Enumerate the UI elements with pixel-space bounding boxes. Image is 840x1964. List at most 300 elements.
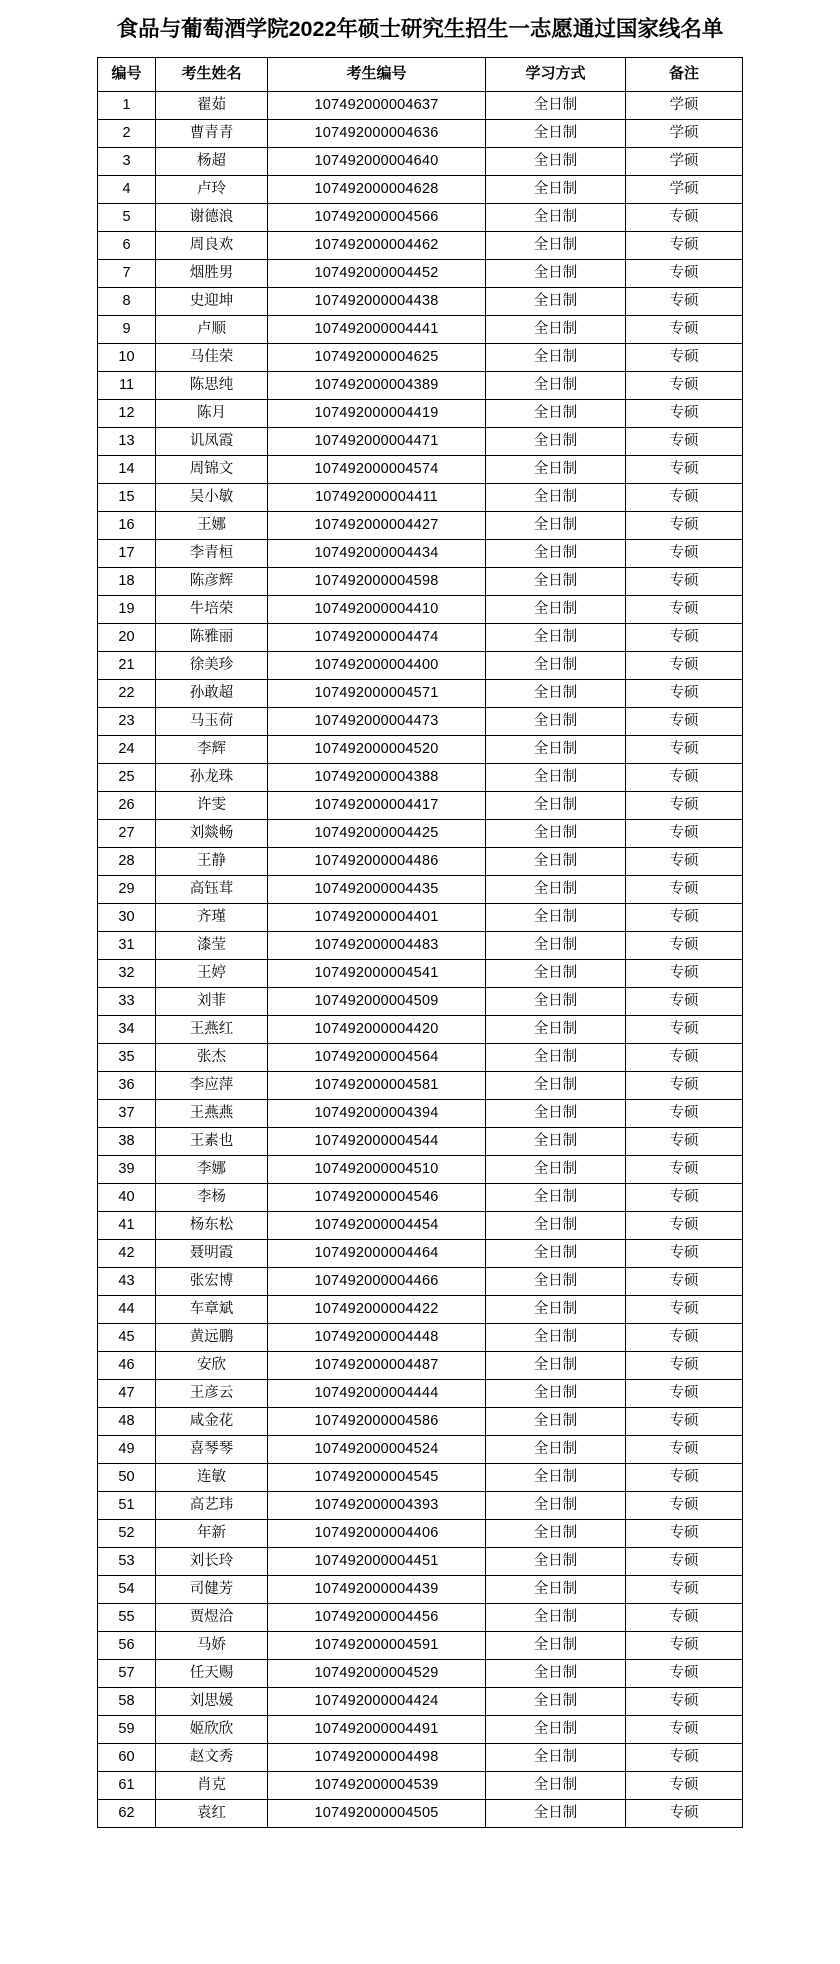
table-row bbox=[98, 987, 743, 1015]
table-row bbox=[98, 1183, 743, 1211]
table-row bbox=[98, 1659, 743, 1687]
table-row bbox=[98, 343, 743, 371]
cell-candidate-id: 107492000004456 bbox=[268, 1603, 486, 1631]
cell-index: 12 bbox=[98, 399, 156, 427]
column-header-name: 考生姓名 bbox=[156, 57, 268, 91]
cell-remark: 专硕 bbox=[626, 1183, 743, 1211]
table-body bbox=[98, 91, 743, 1827]
cell-candidate-id: 107492000004422 bbox=[268, 1295, 486, 1323]
table-row bbox=[98, 203, 743, 231]
cell-study-mode: 全日制 bbox=[486, 287, 626, 315]
admission-roster-table bbox=[97, 57, 743, 1828]
cell-index: 10 bbox=[98, 343, 156, 371]
cell-index: 62 bbox=[98, 1799, 156, 1827]
cell-index: 58 bbox=[98, 1687, 156, 1715]
table-row bbox=[98, 1211, 743, 1239]
cell-study-mode: 全日制 bbox=[486, 707, 626, 735]
cell-index: 54 bbox=[98, 1575, 156, 1603]
cell-study-mode: 全日制 bbox=[486, 931, 626, 959]
table-row bbox=[98, 231, 743, 259]
cell-index: 39 bbox=[98, 1155, 156, 1183]
cell-candidate-id: 107492000004510 bbox=[268, 1155, 486, 1183]
cell-name: 王素也 bbox=[156, 1127, 268, 1155]
cell-study-mode: 全日制 bbox=[486, 987, 626, 1015]
cell-remark: 专硕 bbox=[626, 1043, 743, 1071]
cell-index: 55 bbox=[98, 1603, 156, 1631]
table-row bbox=[98, 539, 743, 567]
cell-study-mode: 全日制 bbox=[486, 567, 626, 595]
cell-study-mode: 全日制 bbox=[486, 1799, 626, 1827]
cell-study-mode: 全日制 bbox=[486, 1463, 626, 1491]
cell-remark: 专硕 bbox=[626, 819, 743, 847]
cell-study-mode: 全日制 bbox=[486, 1491, 626, 1519]
cell-candidate-id: 107492000004471 bbox=[268, 427, 486, 455]
cell-name: 马佳荣 bbox=[156, 343, 268, 371]
cell-study-mode: 全日制 bbox=[486, 483, 626, 511]
table-row bbox=[98, 1099, 743, 1127]
cell-candidate-id: 107492000004628 bbox=[268, 175, 486, 203]
table-row bbox=[98, 903, 743, 931]
cell-study-mode: 全日制 bbox=[486, 1155, 626, 1183]
cell-candidate-id: 107492000004441 bbox=[268, 315, 486, 343]
cell-name: 喜琴琴 bbox=[156, 1435, 268, 1463]
table-header-row bbox=[98, 57, 743, 91]
cell-index: 48 bbox=[98, 1407, 156, 1435]
cell-remark: 专硕 bbox=[626, 903, 743, 931]
table-row bbox=[98, 959, 743, 987]
cell-candidate-id: 107492000004466 bbox=[268, 1267, 486, 1295]
cell-study-mode: 全日制 bbox=[486, 119, 626, 147]
cell-name: 年新 bbox=[156, 1519, 268, 1547]
cell-index: 47 bbox=[98, 1379, 156, 1407]
cell-study-mode: 全日制 bbox=[486, 959, 626, 987]
cell-index: 19 bbox=[98, 595, 156, 623]
cell-candidate-id: 107492000004544 bbox=[268, 1127, 486, 1155]
table-row bbox=[98, 1519, 743, 1547]
cell-candidate-id: 107492000004541 bbox=[268, 959, 486, 987]
cell-study-mode: 全日制 bbox=[486, 455, 626, 483]
cell-name: 孙龙珠 bbox=[156, 763, 268, 791]
cell-remark: 专硕 bbox=[626, 791, 743, 819]
cell-name: 王娜 bbox=[156, 511, 268, 539]
cell-candidate-id: 107492000004509 bbox=[268, 987, 486, 1015]
cell-index: 45 bbox=[98, 1323, 156, 1351]
table-row bbox=[98, 1715, 743, 1743]
cell-remark: 学硕 bbox=[626, 175, 743, 203]
cell-remark: 专硕 bbox=[626, 371, 743, 399]
cell-remark: 专硕 bbox=[626, 511, 743, 539]
cell-name: 李杨 bbox=[156, 1183, 268, 1211]
cell-candidate-id: 107492000004487 bbox=[268, 1351, 486, 1379]
cell-name: 齐瑾 bbox=[156, 903, 268, 931]
table-row bbox=[98, 259, 743, 287]
cell-study-mode: 全日制 bbox=[486, 343, 626, 371]
cell-remark: 专硕 bbox=[626, 707, 743, 735]
cell-study-mode: 全日制 bbox=[486, 259, 626, 287]
cell-remark: 专硕 bbox=[626, 987, 743, 1015]
cell-index: 53 bbox=[98, 1547, 156, 1575]
cell-name: 安欣 bbox=[156, 1351, 268, 1379]
table-row bbox=[98, 1743, 743, 1771]
cell-name: 讥凤霞 bbox=[156, 427, 268, 455]
cell-name: 漆莹 bbox=[156, 931, 268, 959]
cell-remark: 专硕 bbox=[626, 595, 743, 623]
table-row bbox=[98, 1267, 743, 1295]
cell-study-mode: 全日制 bbox=[486, 875, 626, 903]
cell-index: 38 bbox=[98, 1127, 156, 1155]
cell-study-mode: 全日制 bbox=[486, 399, 626, 427]
cell-study-mode: 全日制 bbox=[486, 175, 626, 203]
cell-study-mode: 全日制 bbox=[486, 1603, 626, 1631]
cell-remark: 专硕 bbox=[626, 1071, 743, 1099]
cell-remark: 专硕 bbox=[626, 1631, 743, 1659]
cell-name: 黄远鹏 bbox=[156, 1323, 268, 1351]
table-row bbox=[98, 651, 743, 679]
cell-remark: 专硕 bbox=[626, 399, 743, 427]
cell-remark: 专硕 bbox=[626, 735, 743, 763]
cell-remark: 专硕 bbox=[626, 539, 743, 567]
cell-remark: 专硕 bbox=[626, 959, 743, 987]
cell-candidate-id: 107492000004474 bbox=[268, 623, 486, 651]
cell-index: 9 bbox=[98, 315, 156, 343]
cell-study-mode: 全日制 bbox=[486, 1043, 626, 1071]
cell-candidate-id: 107492000004425 bbox=[268, 819, 486, 847]
cell-name: 张宏博 bbox=[156, 1267, 268, 1295]
cell-remark: 专硕 bbox=[626, 483, 743, 511]
cell-name: 王婷 bbox=[156, 959, 268, 987]
table-row bbox=[98, 1687, 743, 1715]
cell-index: 3 bbox=[98, 147, 156, 175]
cell-study-mode: 全日制 bbox=[486, 1239, 626, 1267]
cell-remark: 专硕 bbox=[626, 567, 743, 595]
cell-candidate-id: 107492000004419 bbox=[268, 399, 486, 427]
cell-study-mode: 全日制 bbox=[486, 511, 626, 539]
cell-remark: 专硕 bbox=[626, 1659, 743, 1687]
cell-remark: 专硕 bbox=[626, 847, 743, 875]
cell-candidate-id: 107492000004400 bbox=[268, 651, 486, 679]
cell-candidate-id: 107492000004401 bbox=[268, 903, 486, 931]
cell-remark: 专硕 bbox=[626, 287, 743, 315]
table-row bbox=[98, 147, 743, 175]
table-row bbox=[98, 791, 743, 819]
cell-candidate-id: 107492000004546 bbox=[268, 1183, 486, 1211]
cell-name: 司健芳 bbox=[156, 1575, 268, 1603]
cell-remark: 专硕 bbox=[626, 623, 743, 651]
cell-index: 43 bbox=[98, 1267, 156, 1295]
table-row bbox=[98, 315, 743, 343]
table-row bbox=[98, 1407, 743, 1435]
cell-study-mode: 全日制 bbox=[486, 651, 626, 679]
table-row bbox=[98, 819, 743, 847]
cell-name: 周锦文 bbox=[156, 455, 268, 483]
cell-name: 曹青青 bbox=[156, 119, 268, 147]
table-row bbox=[98, 1603, 743, 1631]
cell-name: 刘菲 bbox=[156, 987, 268, 1015]
cell-remark: 专硕 bbox=[626, 1267, 743, 1295]
cell-candidate-id: 107492000004393 bbox=[268, 1491, 486, 1519]
cell-remark: 专硕 bbox=[626, 1015, 743, 1043]
cell-index: 18 bbox=[98, 567, 156, 595]
table-row bbox=[98, 483, 743, 511]
cell-remark: 专硕 bbox=[626, 1771, 743, 1799]
cell-remark: 专硕 bbox=[626, 1323, 743, 1351]
table-row bbox=[98, 931, 743, 959]
cell-remark: 专硕 bbox=[626, 1127, 743, 1155]
cell-candidate-id: 107492000004545 bbox=[268, 1463, 486, 1491]
cell-remark: 专硕 bbox=[626, 1491, 743, 1519]
cell-index: 49 bbox=[98, 1435, 156, 1463]
cell-name: 车章斌 bbox=[156, 1295, 268, 1323]
cell-study-mode: 全日制 bbox=[486, 735, 626, 763]
cell-candidate-id: 107492000004483 bbox=[268, 931, 486, 959]
cell-candidate-id: 107492000004486 bbox=[268, 847, 486, 875]
cell-candidate-id: 107492000004539 bbox=[268, 1771, 486, 1799]
cell-remark: 专硕 bbox=[626, 1435, 743, 1463]
cell-name: 高钰茸 bbox=[156, 875, 268, 903]
cell-candidate-id: 107492000004394 bbox=[268, 1099, 486, 1127]
cell-remark: 专硕 bbox=[626, 875, 743, 903]
cell-remark: 专硕 bbox=[626, 1603, 743, 1631]
cell-study-mode: 全日制 bbox=[486, 315, 626, 343]
cell-study-mode: 全日制 bbox=[486, 903, 626, 931]
table-row bbox=[98, 175, 743, 203]
cell-remark: 专硕 bbox=[626, 1295, 743, 1323]
cell-name: 陈思纯 bbox=[156, 371, 268, 399]
cell-candidate-id: 107492000004574 bbox=[268, 455, 486, 483]
column-header-study-mode: 学习方式 bbox=[486, 57, 626, 91]
cell-candidate-id: 107492000004591 bbox=[268, 1631, 486, 1659]
table-row bbox=[98, 763, 743, 791]
cell-name: 吴小敏 bbox=[156, 483, 268, 511]
cell-remark: 专硕 bbox=[626, 1379, 743, 1407]
cell-name: 牛培荣 bbox=[156, 595, 268, 623]
table-row bbox=[98, 1547, 743, 1575]
cell-index: 60 bbox=[98, 1743, 156, 1771]
cell-index: 4 bbox=[98, 175, 156, 203]
table-header bbox=[98, 57, 743, 91]
cell-index: 36 bbox=[98, 1071, 156, 1099]
cell-study-mode: 全日制 bbox=[486, 427, 626, 455]
cell-name: 王彦云 bbox=[156, 1379, 268, 1407]
cell-remark: 专硕 bbox=[626, 231, 743, 259]
cell-study-mode: 全日制 bbox=[486, 595, 626, 623]
cell-study-mode: 全日制 bbox=[486, 1687, 626, 1715]
cell-index: 7 bbox=[98, 259, 156, 287]
cell-study-mode: 全日制 bbox=[486, 1267, 626, 1295]
cell-index: 40 bbox=[98, 1183, 156, 1211]
cell-index: 6 bbox=[98, 231, 156, 259]
cell-index: 24 bbox=[98, 735, 156, 763]
cell-remark: 专硕 bbox=[626, 259, 743, 287]
cell-study-mode: 全日制 bbox=[486, 1015, 626, 1043]
cell-remark: 专硕 bbox=[626, 1407, 743, 1435]
cell-remark: 专硕 bbox=[626, 1519, 743, 1547]
cell-name: 咸金花 bbox=[156, 1407, 268, 1435]
column-header-candidate-id: 考生编号 bbox=[268, 57, 486, 91]
cell-index: 26 bbox=[98, 791, 156, 819]
cell-candidate-id: 107492000004473 bbox=[268, 707, 486, 735]
cell-index: 1 bbox=[98, 91, 156, 119]
cell-name: 李辉 bbox=[156, 735, 268, 763]
cell-name: 杨超 bbox=[156, 147, 268, 175]
cell-study-mode: 全日制 bbox=[486, 1099, 626, 1127]
cell-remark: 专硕 bbox=[626, 679, 743, 707]
cell-index: 34 bbox=[98, 1015, 156, 1043]
cell-candidate-id: 107492000004464 bbox=[268, 1239, 486, 1267]
cell-index: 32 bbox=[98, 959, 156, 987]
cell-candidate-id: 107492000004564 bbox=[268, 1043, 486, 1071]
cell-candidate-id: 107492000004410 bbox=[268, 595, 486, 623]
table-row bbox=[98, 371, 743, 399]
cell-index: 35 bbox=[98, 1043, 156, 1071]
cell-candidate-id: 107492000004435 bbox=[268, 875, 486, 903]
cell-name: 李娜 bbox=[156, 1155, 268, 1183]
cell-candidate-id: 107492000004439 bbox=[268, 1575, 486, 1603]
cell-index: 8 bbox=[98, 287, 156, 315]
table-row bbox=[98, 1491, 743, 1519]
table-row bbox=[98, 1351, 743, 1379]
cell-index: 5 bbox=[98, 203, 156, 231]
cell-candidate-id: 107492000004581 bbox=[268, 1071, 486, 1099]
cell-index: 46 bbox=[98, 1351, 156, 1379]
cell-name: 杨东松 bbox=[156, 1211, 268, 1239]
cell-candidate-id: 107492000004491 bbox=[268, 1715, 486, 1743]
table-row bbox=[98, 1435, 743, 1463]
cell-candidate-id: 107492000004640 bbox=[268, 147, 486, 175]
cell-study-mode: 全日制 bbox=[486, 91, 626, 119]
table-row bbox=[98, 847, 743, 875]
table-row bbox=[98, 119, 743, 147]
table-row bbox=[98, 511, 743, 539]
cell-study-mode: 全日制 bbox=[486, 1407, 626, 1435]
cell-index: 22 bbox=[98, 679, 156, 707]
cell-name: 肖克 bbox=[156, 1771, 268, 1799]
cell-study-mode: 全日制 bbox=[486, 147, 626, 175]
cell-remark: 专硕 bbox=[626, 343, 743, 371]
cell-remark: 专硕 bbox=[626, 1155, 743, 1183]
cell-candidate-id: 107492000004406 bbox=[268, 1519, 486, 1547]
cell-index: 15 bbox=[98, 483, 156, 511]
table-row bbox=[98, 875, 743, 903]
cell-index: 28 bbox=[98, 847, 156, 875]
cell-remark: 专硕 bbox=[626, 763, 743, 791]
cell-remark: 专硕 bbox=[626, 1239, 743, 1267]
cell-candidate-id: 107492000004529 bbox=[268, 1659, 486, 1687]
cell-candidate-id: 107492000004637 bbox=[268, 91, 486, 119]
table-row bbox=[98, 1323, 743, 1351]
cell-name: 聂明霞 bbox=[156, 1239, 268, 1267]
cell-name: 贾煜洽 bbox=[156, 1603, 268, 1631]
table-row bbox=[98, 1631, 743, 1659]
cell-name: 刘思媛 bbox=[156, 1687, 268, 1715]
cell-name: 高艺玮 bbox=[156, 1491, 268, 1519]
cell-candidate-id: 107492000004420 bbox=[268, 1015, 486, 1043]
cell-remark: 专硕 bbox=[626, 1799, 743, 1827]
cell-remark: 专硕 bbox=[626, 1687, 743, 1715]
table-row bbox=[98, 707, 743, 735]
cell-candidate-id: 107492000004451 bbox=[268, 1547, 486, 1575]
cell-index: 44 bbox=[98, 1295, 156, 1323]
cell-remark: 专硕 bbox=[626, 1547, 743, 1575]
cell-name: 赵文秀 bbox=[156, 1743, 268, 1771]
table-row bbox=[98, 1015, 743, 1043]
cell-study-mode: 全日制 bbox=[486, 1435, 626, 1463]
cell-remark: 专硕 bbox=[626, 931, 743, 959]
cell-candidate-id: 107492000004505 bbox=[268, 1799, 486, 1827]
cell-index: 56 bbox=[98, 1631, 156, 1659]
cell-study-mode: 全日制 bbox=[486, 1715, 626, 1743]
cell-candidate-id: 107492000004424 bbox=[268, 1687, 486, 1715]
column-header-index: 编号 bbox=[98, 57, 156, 91]
cell-candidate-id: 107492000004444 bbox=[268, 1379, 486, 1407]
cell-remark: 专硕 bbox=[626, 1463, 743, 1491]
cell-study-mode: 全日制 bbox=[486, 847, 626, 875]
table-row bbox=[98, 595, 743, 623]
cell-name: 卢顺 bbox=[156, 315, 268, 343]
cell-name: 烟胜男 bbox=[156, 259, 268, 287]
table-row bbox=[98, 1043, 743, 1071]
cell-name: 卢玲 bbox=[156, 175, 268, 203]
table-row bbox=[98, 1155, 743, 1183]
table-row bbox=[98, 735, 743, 763]
cell-name: 刘燚畅 bbox=[156, 819, 268, 847]
cell-remark: 专硕 bbox=[626, 1743, 743, 1771]
table-row bbox=[98, 427, 743, 455]
cell-study-mode: 全日制 bbox=[486, 1519, 626, 1547]
cell-study-mode: 全日制 bbox=[486, 1211, 626, 1239]
cell-name: 史迎坤 bbox=[156, 287, 268, 315]
cell-study-mode: 全日制 bbox=[486, 1547, 626, 1575]
table-row bbox=[98, 679, 743, 707]
cell-remark: 专硕 bbox=[626, 1351, 743, 1379]
cell-study-mode: 全日制 bbox=[486, 1127, 626, 1155]
column-header-remark: 备注 bbox=[626, 57, 743, 91]
cell-index: 21 bbox=[98, 651, 156, 679]
table-row bbox=[98, 1771, 743, 1799]
cell-name: 陈彦辉 bbox=[156, 567, 268, 595]
cell-study-mode: 全日制 bbox=[486, 1743, 626, 1771]
cell-name: 王静 bbox=[156, 847, 268, 875]
cell-remark: 专硕 bbox=[626, 1099, 743, 1127]
cell-remark: 专硕 bbox=[626, 427, 743, 455]
cell-index: 17 bbox=[98, 539, 156, 567]
cell-index: 37 bbox=[98, 1099, 156, 1127]
table-row bbox=[98, 91, 743, 119]
cell-study-mode: 全日制 bbox=[486, 1771, 626, 1799]
table-row bbox=[98, 1799, 743, 1827]
cell-name: 翟茹 bbox=[156, 91, 268, 119]
cell-index: 42 bbox=[98, 1239, 156, 1267]
cell-candidate-id: 107492000004586 bbox=[268, 1407, 486, 1435]
cell-index: 50 bbox=[98, 1463, 156, 1491]
cell-index: 2 bbox=[98, 119, 156, 147]
cell-candidate-id: 107492000004498 bbox=[268, 1743, 486, 1771]
cell-name: 刘长玲 bbox=[156, 1547, 268, 1575]
cell-remark: 专硕 bbox=[626, 651, 743, 679]
cell-index: 13 bbox=[98, 427, 156, 455]
cell-study-mode: 全日制 bbox=[486, 763, 626, 791]
cell-name: 孙敢超 bbox=[156, 679, 268, 707]
cell-candidate-id: 107492000004462 bbox=[268, 231, 486, 259]
cell-name: 陈月 bbox=[156, 399, 268, 427]
cell-candidate-id: 107492000004434 bbox=[268, 539, 486, 567]
cell-study-mode: 全日制 bbox=[486, 1183, 626, 1211]
table-row bbox=[98, 399, 743, 427]
table-row bbox=[98, 1379, 743, 1407]
cell-candidate-id: 107492000004636 bbox=[268, 119, 486, 147]
cell-name: 袁红 bbox=[156, 1799, 268, 1827]
cell-candidate-id: 107492000004598 bbox=[268, 567, 486, 595]
